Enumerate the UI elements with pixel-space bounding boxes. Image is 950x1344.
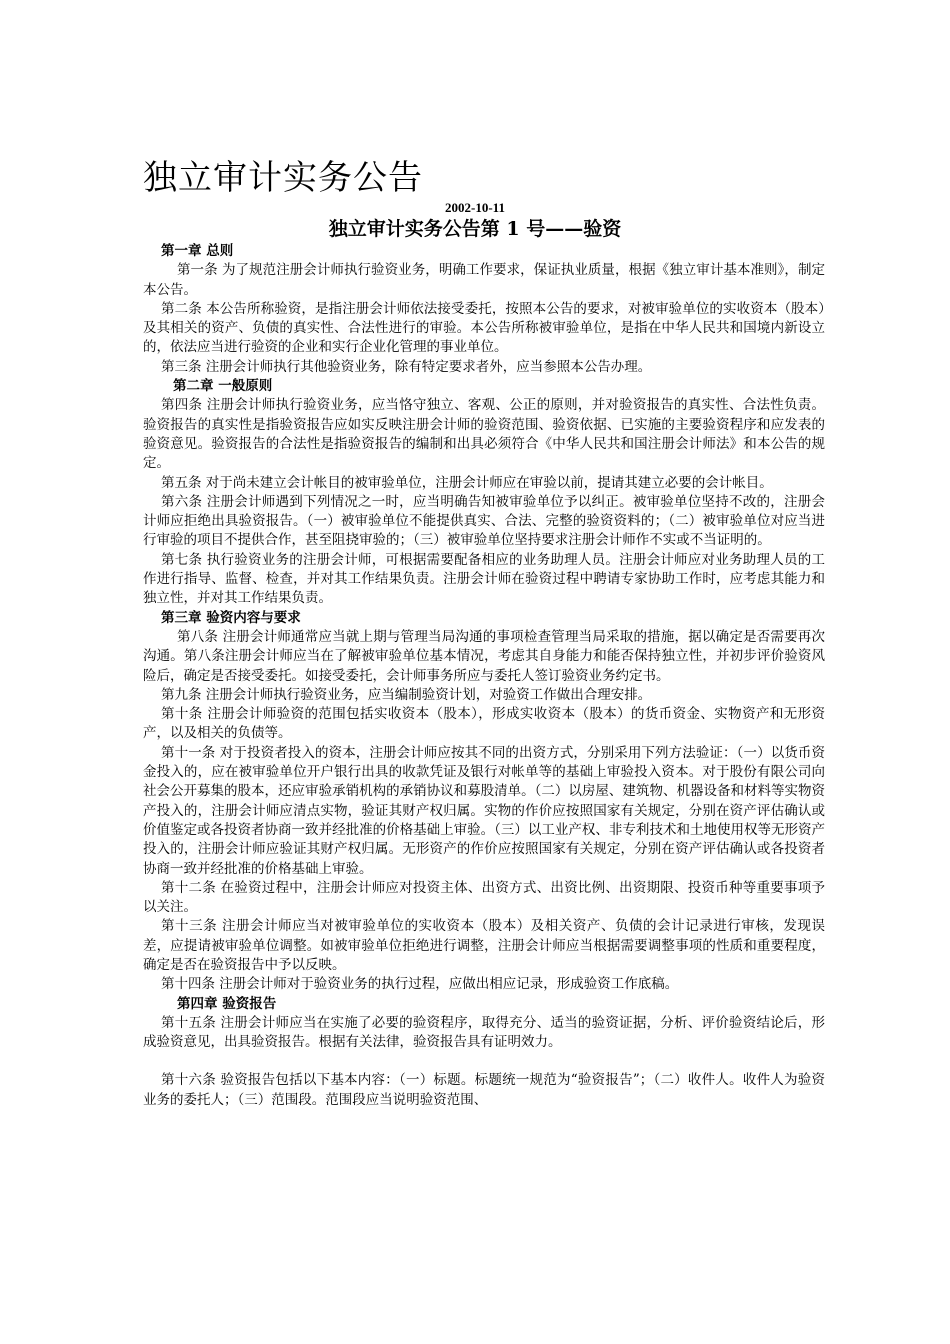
article-1: 第一条 为了规范注册会计师执行验资业务，明确工作要求，保证执业质量，根据《独立审计基本准则》，制定本公告。 [143,262,825,298]
article-14: 第十四条 注册会计师对于验资业务的执行过程，应做出相应记录，形成验资工作底稿。 [161,976,679,993]
paragraph-gap [143,1052,825,1071]
document-subtitle: 独立审计实务公告第 1 号——验资 [328,218,622,240]
chapter-heading: 第四章 验资报告 [177,995,277,1012]
article-6: 第六条 注册会计师遇到下列情况之一时，应当明确告知被审验单位予以纠正。被审验单位坚持不改的，注册会计师应拒绝出具验资报告。（一）被审验单位不能提供真实、合法、完整的验资资料的；（二）被审验单位对应当进行审验的项目不提供合作，甚至阻挠审验的；（三）被审验单位坚持要求注册会计师作不实或不当证明的。 [143,493,825,549]
chapter-heading: 第一章 总则 [161,243,234,259]
article-9: 第九条 注册会计师执行验资业务，应当编制验资计划，对验资工作做出合理安排。 [161,686,652,703]
article-2: 第二条 本公告所称验资，是指注册会计师依法接受委托，按照本公告的要求，对被审验单位的实收资本（股本）及其相关的资产、负债的真实性、合法性进行的审验。本公告所称被审验单位，是指在中华人民共和国境内新设立的，依法应当进行验资的企业和实行企业化管理的事业单位。 [143,300,825,356]
article-16: 第十六条 验资报告包括以下基本内容：（一）标题。标题统一规范为“验资报告”；（二）收件人。收件人为验资业务的委托人；（三）范围段。范围段应当说明验资范围、 [143,1072,825,1108]
document-title: 独立审计实务公告 [143,158,423,198]
chapter-heading: 第二章 一般原则 [173,378,273,395]
article-13: 第十三条 注册会计师应当对被审验单位的实收资本（股本）及相关资产、负债的会计记录进行审核，发现误差，应提请被审验单位调整。如被审验单位拒绝进行调整，注册会计师应当根据需要调整事项的性质和重要程度，确定是否在验资报告中予以反映。 [143,918,825,973]
article-11: 第十一条 对于投资者投入的资本，注册会计师应按其不同的出资方式，分别采用下列方法验证：（一）以货币资金投入的，应在被审验单位开户银行出具的收款凭证及银行对帐单等的基础上审验投入资本。对于股份有限公司向社会公开募集的股本，还应审验承销机构的承销协议和募股清单。（二）以房屋、建筑物、机器设备和材料等实物资产投入的，注册会计师应清点实物，验证其财产权归属。实物的作价应按照国家有关规定，分别在资产评估确认或价值鉴定或各投资者协商一致并经批准的价格基础上审验。（三）以工业产权、非专利技术和土地使用权等无形资产投入的，注册会计师应验证其财产权归属。无形资产的作价应按照国家有关规定，分别在资产评估确认或各投资者协商一致并经批准的价格基础上审验。 [143,744,825,877]
article-8: 第八条 注册会计师通常应当就上期与管理当局沟通的事项检查管理当局采取的措施，据以确定是否需要再次沟通。第八条注册会计师应当在了解被审验单位基本情况，考虑其自身能力和能否保持独立性，并初步评价验资风险后，确定是否接受委托。如接受委托，会计师事务所应与委托人签订验资业务约定书。 [143,628,825,684]
article-4: 第四条 注册会计师执行验资业务，应当恪守独立、客观、公正的原则，并对验资报告的真实性、合法性负责。验资报告的真实性是指验资报告应如实反映注册会计师的验资范围、验资依据、已实施的主要验资程序和应发表的验资意见。验资报告的合法性是指验资报告的编制和出具必须符合《中华人民共和国注册会计师法》和本公告的规定。 [143,397,825,472]
article-5: 第五条 对于尚未建立会计帐目的被审验单位，注册会计师应在审验以前，提请其建立必要的会计帐目。 [161,474,773,491]
article-12: 第十二条 在验资过程中，注册会计师应对投资主体、出资方式、出资比例、出资期限、投资币种等重要事项予以关注。 [143,879,825,916]
chapter-heading: 第三章 验资内容与要求 [161,609,301,626]
article-7: 第七条 执行验资业务的注册会计师，可根据需要配备相应的业务助理人员。注册会计师应对业务助理人员的工作进行指导、监督、检查，并对其工作结果负责。注册会计师在验资过程中聘请专家协助工作时，应考虑其能力和独立性，并对其工作结果负责。 [143,551,825,607]
document-body [143,242,825,1110]
publish-date: 2002-10-11 [445,200,505,215]
article-10: 第十条 注册会计师验资的范围包括实收资本（股本），形成实收资本（股本）的货币资金、实物资产和无形资产，以及相关的负债等。 [143,706,825,742]
article-3: 第三条 注册会计师执行其他验资业务，除有特定要求者外，应当参照本公告办理。 [161,358,652,375]
article-15: 第十五条 注册会计师应当在实施了必要的验资程序，取得充分、适当的验资证据，分析、评价验资结论后，形成验资意见，出具验资报告。根据有关法律，验资报告具有证明效力。 [143,1014,825,1051]
